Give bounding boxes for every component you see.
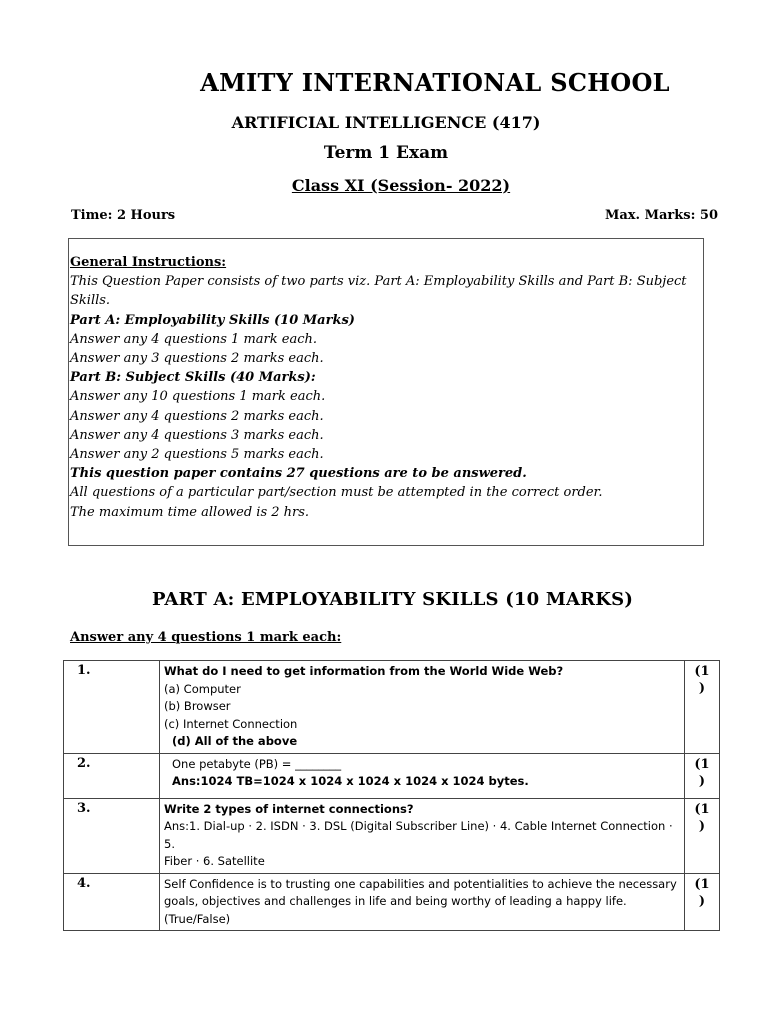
question-text: Write 2 types of internet connections? [164, 801, 414, 816]
question-body [160, 753, 685, 798]
marks-open: (1 [694, 664, 710, 679]
instruction-line: Answer any 4 questions 1 mark each. [70, 331, 317, 347]
instruction-line: This question paper contains 27 questions are to be answered. [70, 466, 527, 482]
question-marks [685, 661, 720, 754]
answer-text: Ans:1024 TB=1024 x 1024 x 1024 x 1024 x 1024 bytes. [172, 774, 529, 788]
instruction-line: Answer any 10 questions 1 mark each. [70, 389, 326, 405]
question-marks [685, 873, 720, 931]
marks-close: ) [698, 893, 706, 909]
instruction-line: Part B: Subject Skills (40 Marks): [70, 370, 316, 386]
marks-close: ) [698, 818, 706, 834]
option-a: (a) Computer [164, 681, 241, 696]
marks-open: (1 [694, 876, 710, 892]
instruction-line: This Question Paper consists of two parts viz. Part A: Employability Skills and Part B: Subject [70, 274, 687, 290]
part-a-title: PART A: EMPLOYABILITY SKILLS (10 MARKS) [152, 589, 634, 610]
part-a-subheading: Answer any 4 questions 1 mark each: [70, 630, 342, 645]
marks-open: (1 [694, 801, 710, 817]
instruction-line: Part A: Employability Skills (10 Marks) [70, 312, 355, 328]
question-number: 4. [64, 873, 160, 931]
question-text: Self Confidence is to trusting one capabilities and potentialities to achieve the necessary [164, 876, 677, 891]
question-number: 3. [64, 798, 160, 873]
table-row [64, 798, 720, 873]
table-row [64, 661, 720, 754]
class-session: Class XI (Session- 2022) [291, 176, 511, 195]
option-b: (b) Browser [164, 699, 231, 713]
instruction-line: Answer any 4 questions 3 marks each. [70, 427, 324, 443]
table-row [64, 753, 720, 798]
instruction-line: The maximum time allowed is 2 hrs. [70, 504, 310, 520]
question-text: What do I need to get information from the World Wide Web? [164, 664, 564, 678]
table-row [64, 873, 720, 931]
exam-title: Term 1 Exam [323, 143, 449, 163]
question-body [160, 661, 685, 754]
question-text: goals, objectives and challenges in life and being worthy of leading a happy life. [164, 894, 627, 908]
instruction-line: All questions of a particular part/section must be attempted in the correct order. [70, 485, 603, 501]
question-marks [685, 753, 720, 798]
question-text: (True/False) [164, 911, 231, 926]
question-text: One petabyte (PB) = ________ [172, 756, 342, 771]
question-body [160, 873, 685, 931]
question-number: 1. [64, 661, 160, 754]
instruction-line: Answer any 2 questions 5 marks each. [70, 447, 324, 463]
option-c: (c) Internet Connection [164, 716, 298, 731]
option-d: (d) All of the above [172, 734, 298, 748]
instruction-line: Answer any 3 questions 2 marks each. [70, 351, 324, 367]
questions-table [63, 660, 720, 931]
instructions-heading: General Instructions: [70, 255, 227, 270]
question-body [160, 798, 685, 873]
max-marks: Max. Marks: 50 [604, 208, 718, 223]
marks-close: ) [698, 773, 706, 789]
answer-text: Ans:1. Dial-up · 2. ISDN · 3. DSL (Digital Subscriber Line) · 4. Cable Internet Connection · 5. [164, 819, 673, 851]
marks-close: ) [698, 681, 706, 696]
question-marks [685, 798, 720, 873]
answer-text: Fiber · 6. Satellite [164, 854, 265, 868]
instruction-line: Answer any 4 questions 2 marks each. [70, 408, 324, 424]
school-name: AMITY INTERNATIONAL SCHOOL [200, 68, 670, 97]
exam-time: Time: 2 Hours [71, 208, 176, 223]
instructions-box [68, 238, 704, 546]
instruction-line: Skills. [70, 293, 111, 309]
subject-title: ARTIFICIAL INTELLIGENCE (417) [231, 113, 541, 132]
question-number: 2. [64, 753, 160, 798]
marks-open: (1 [694, 756, 710, 772]
